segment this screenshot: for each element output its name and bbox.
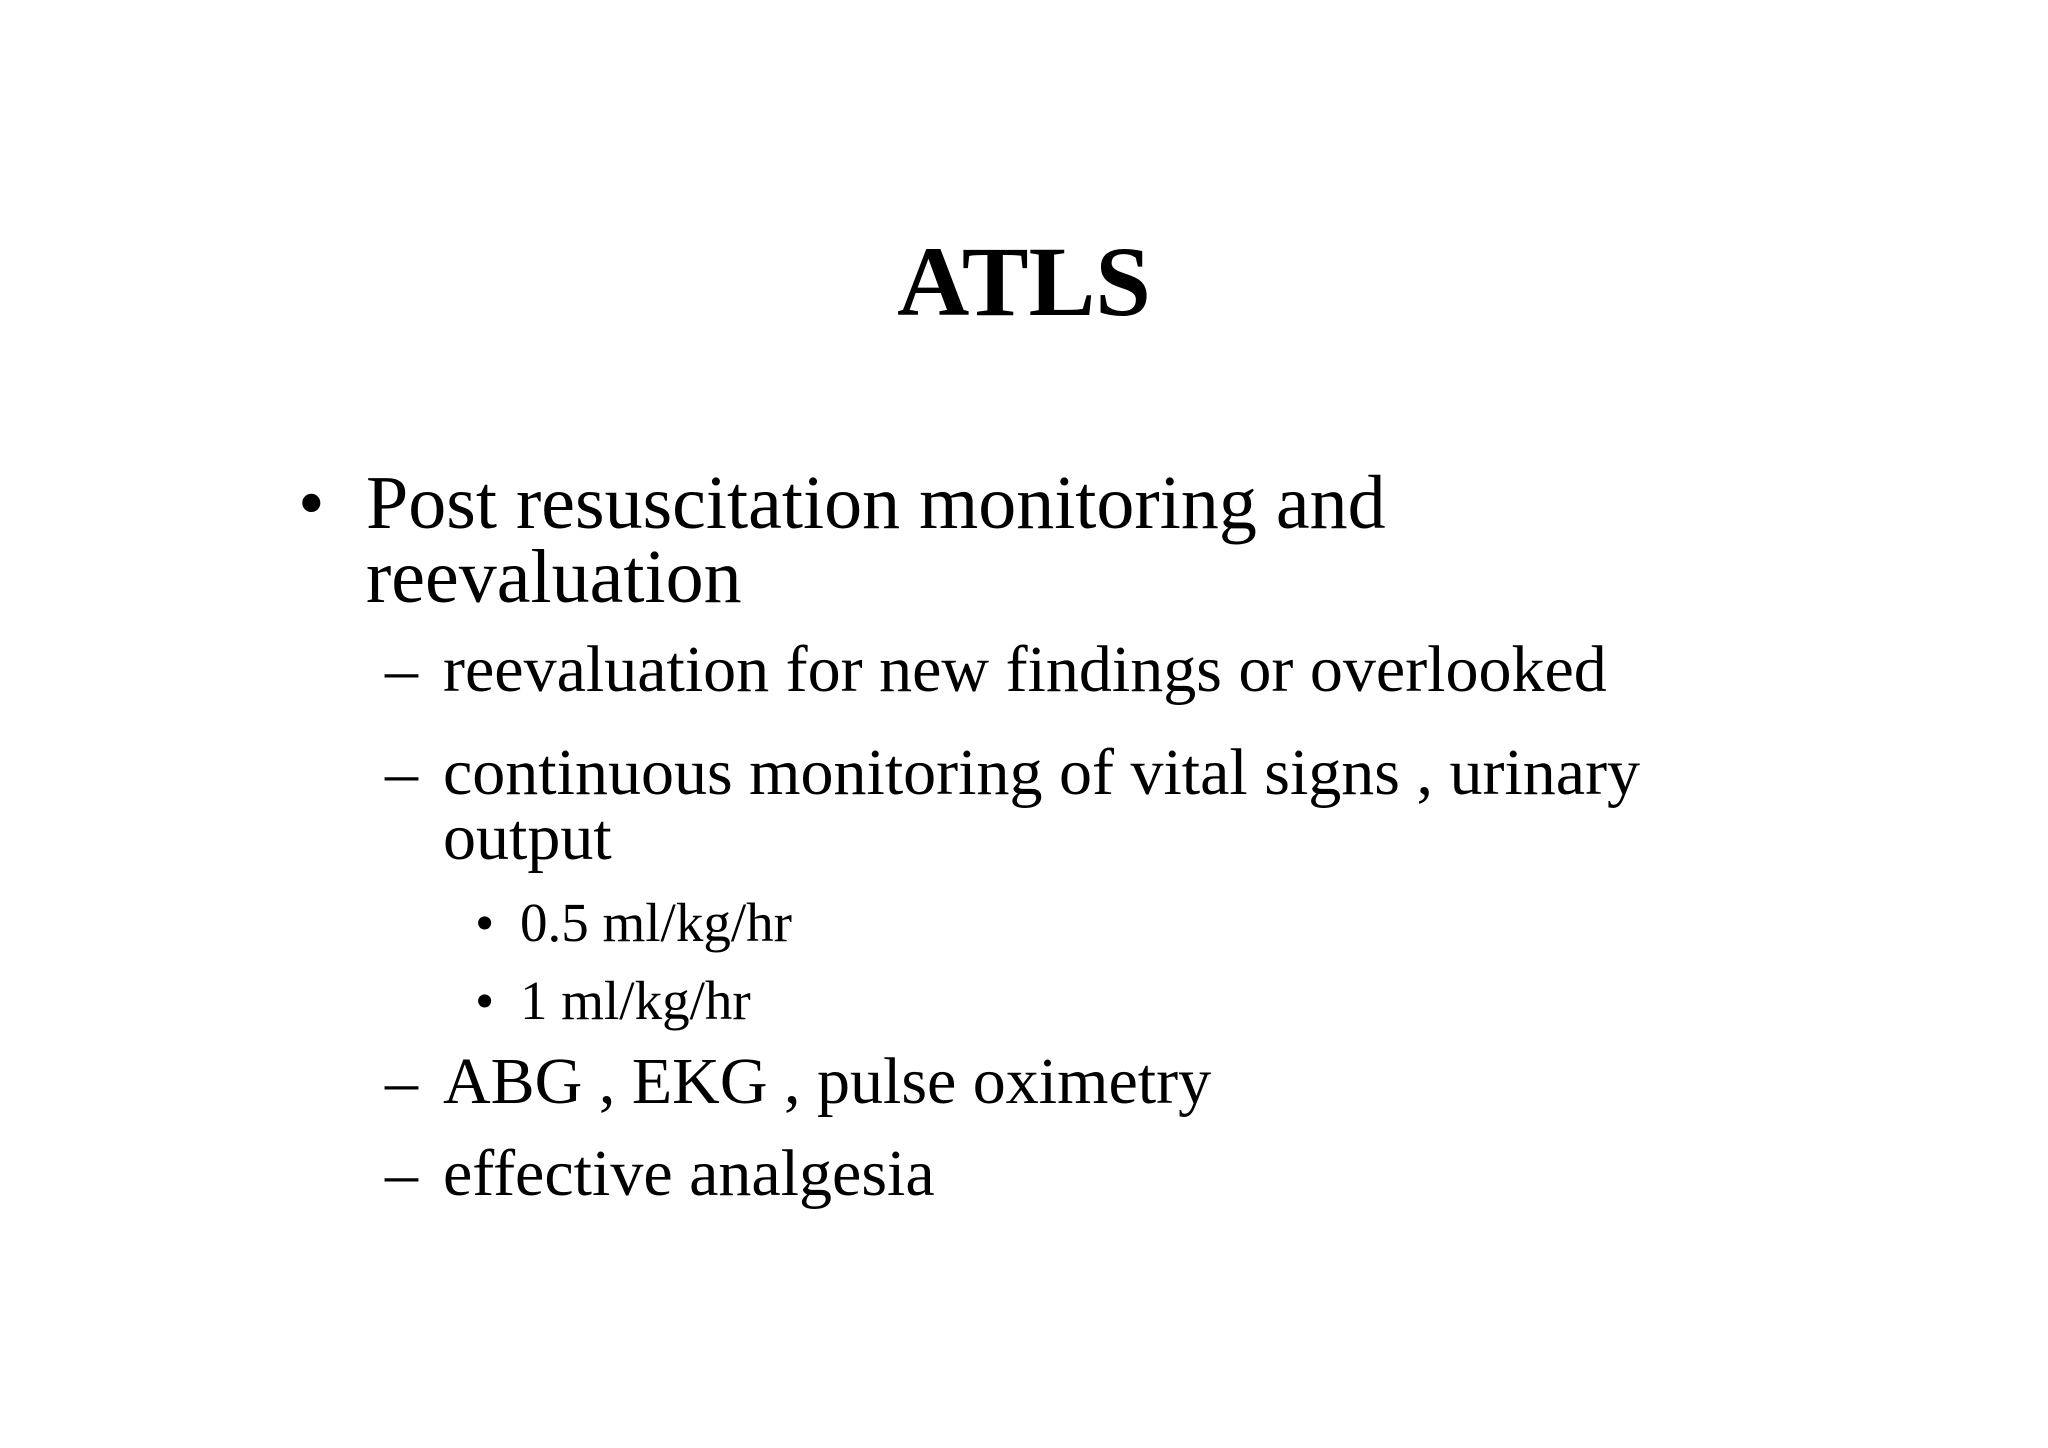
sub-bullet-line: effective analgesia — [443, 1137, 935, 1210]
bullet-line: reevaluation — [366, 535, 742, 619]
sub-bullet-line: output — [443, 801, 612, 874]
sub-sub-bullet-text: 0.5 ml/kg/hr — [520, 892, 792, 953]
bullet-marker: • — [475, 970, 495, 1031]
dash-marker: – — [385, 1045, 418, 1118]
slide-title: ATLS — [897, 226, 1151, 337]
bullet-line: Post resuscitation monitoring and — [366, 461, 1386, 545]
bullet-marker: • — [298, 461, 325, 545]
dash-marker: – — [385, 1137, 418, 1210]
bullet-marker: • — [475, 892, 495, 953]
sub-bullet-line: ABG , EKG , pulse oximetry — [443, 1045, 1212, 1118]
sub-bullet-line: continuous monitoring of vital signs , urinary — [443, 736, 1641, 809]
sub-bullet-line: reevaluation for new findings or overlooked — [443, 633, 1607, 706]
dash-marker: – — [385, 736, 418, 809]
sub-sub-bullet-text: 1 ml/kg/hr — [520, 970, 751, 1031]
dash-marker: – — [385, 633, 418, 706]
